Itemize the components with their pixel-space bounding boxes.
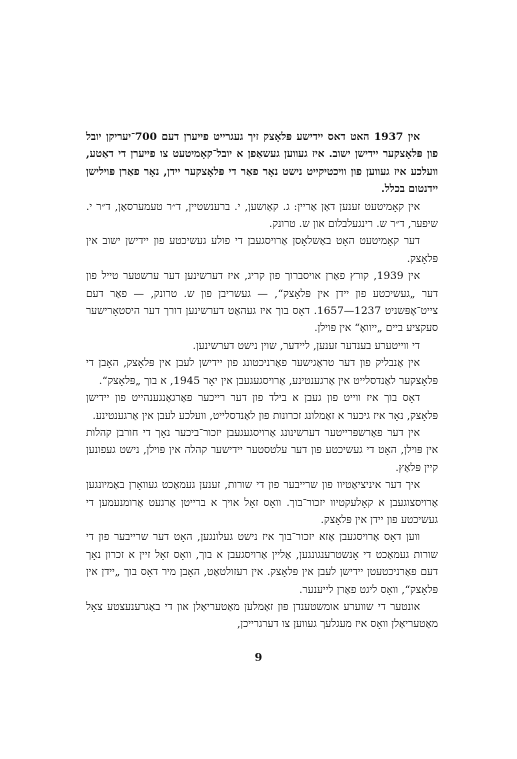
paragraph-8: אין דער פאַרשפּרייטער דערשינונג אַרויסגעגעבן יזכור־ביכער נאָך די חורבן קהלות אין פּוילן, האָט די געשיכטע פון דער עלטסטער יידישער קהלה אין פּוילן, נישט געפונען קיין פּלאַץ. — [86, 426, 438, 474]
paragraph-2: אין קאָמיטעט זענען דאַן אַריין: ג. קאַושען, י. ברענשטיין, ד״ר טעמערסאַן, ד״ר י. שיפער, ד״ר ש. רינגעלבלום און ש. טרונק. — [86, 200, 438, 231]
page-number: 9 — [254, 651, 263, 664]
paragraph-6: אין אַנבליק פון דער טראַגישער פאַרניכטונג פון יידישן לעבן אין פּלאָצק, האָבן די פּלאָצקער לאַנדסלייט אין אַרגענטינע, אַרויסגעגעבן אין יאָר 1945, א בוך „פּלאָצק“. — [86, 357, 438, 387]
paragraph-9: איך דער איניציאַטיוו פון שרייבער פון די שורות, זענען געמאַכט געוואָרן באַמיונגען אַרויסצוגעבן א קאָלעקטיוו יזכור־בוך. וואָס זאָל אויך א ברייטן אַרגעט אַרומנעמען די געשיכטע פון יידן אין פּלאָצק. — [86, 479, 438, 526]
paragraph-1: אין 1937 האט דאס יידישע פּלאָצק זיך געגרייט פייערן דעם 700־יעריקן יובל פון פּלאָצקער יידישן ישוב. איז געווען געשאַפן א יובל־קאָמיטעט צו פייערן די דאַטע, וועלכע איז געווען פון וויכטיקייט נישט נאָר פאַר די פּלאָצקער יידן, נאָר פאַרן פּוילישן יידנטום בכלל. — [86, 131, 438, 196]
paragraph-10: ווען דאָס אַרויסגעבן אַזא יזכור־בוך איז נישט געלונגען, האָט דער שרייבער פון די שורות געמאַכט די אָנשטרענגונגען, אַליין אַרויסגעבן א בוך, וואָס זאָל זיין א זכרון נאָך דעם פאַרניכטעטן יידישן לעבן אין פּלאָצק. אין רעזולטאַט, האָבן מיר דאָס בוך „יידן אין פּלאָצק“, וואָס ליגט פאַרן לייענער. — [86, 531, 438, 596]
paragraph-5: די ווייטערע בענדער זענען, ליידער, שוין נישט דערשינען. — [192, 339, 420, 352]
body-text — [86, 129, 438, 634]
paragraph-4: אין 1939, קורץ פאַרן אויסברוך פון קריג, איז דערשינען דער ערשטער טייל פון דער „געשיכטע פון יידן אין פּלאָצק“, — געשריבן פון ש. טרונק, — פאַר דעם צייט־אָפּשניט 1237—1657. דאָס בוך איז געהאַט דערשינען דורך דער היסטאָרישער סעקציע ביים „ייוואָ“ אין פּוילן. — [86, 270, 439, 335]
paragraph-11: אונטער די שווערע אומשטענדן פון זאַמלען מאַטעריאַלן און די באַגרענעצטע צאָל מאַטעריאַלן וואָס איז מעגלעך געווען צו דערגרייכן, — [86, 600, 438, 631]
paragraph-3: דער קאָמיטעט האָט באַשלאָסן אַרויסגעבן די פולע געשיכטע פון יידישן ישוב אין פּלאָצק. — [86, 235, 438, 265]
paragraph-7: דאָס בוך איז ווייט פון געבן א בילד פון דער רייכער פאַרגאַנגענהייט פון יידישן פּלאָצק, נאָר איז גיכער א זאַמלונג זכרונות פון לאַנדסלייט, וועלכע לעבן אין אַרגענטינע. — [86, 392, 438, 422]
